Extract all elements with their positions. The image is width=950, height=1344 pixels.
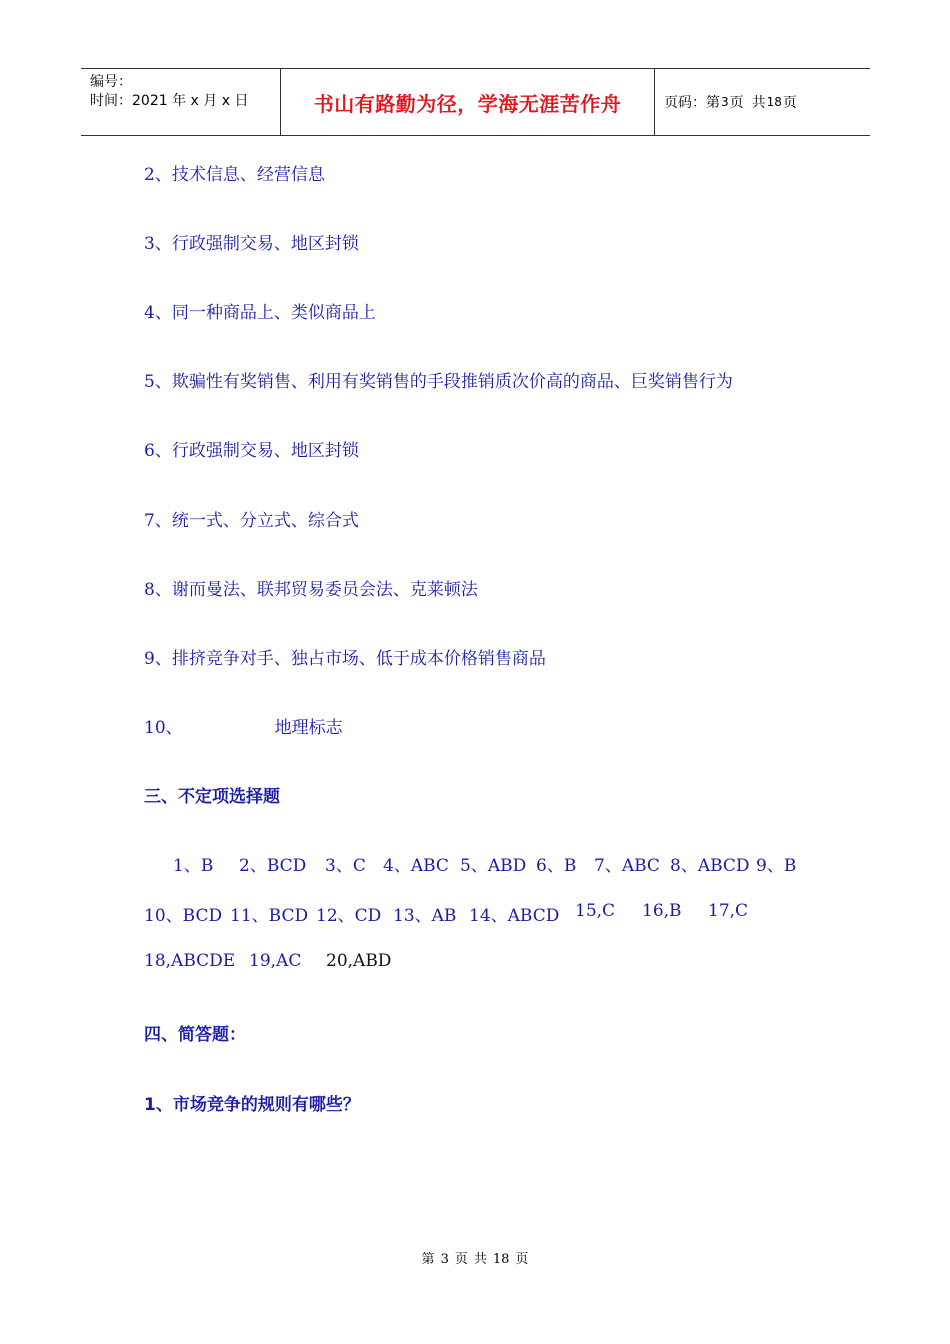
answer-line-2: 2、技术信息、经营信息	[144, 165, 325, 185]
answer-item: 11、BCD	[230, 906, 309, 926]
answer-item: 5、ABD	[460, 856, 527, 876]
answer-item: 7、ABC	[594, 856, 660, 876]
answer-item: 9、B	[756, 856, 797, 876]
page-footer	[0, 1248, 950, 1267]
answer-line-10-text: 地理标志	[274, 718, 343, 738]
footer-unit: 页	[454, 1252, 468, 1267]
answer-line-10-num: 10、	[144, 718, 183, 738]
page-total-prefix: 共	[751, 95, 766, 111]
serial-label: 编号：	[90, 74, 132, 90]
section-4-title: 四、简答题：	[144, 1025, 246, 1045]
answer-item: 10、BCD	[144, 906, 223, 926]
question-1: 1、市场竞争的规则有哪些？	[144, 1095, 360, 1115]
answer-item: 4、ABC	[383, 856, 449, 876]
footer-total: 18	[492, 1252, 510, 1267]
time-label: 时间：2021 年 x 月 x 日	[90, 93, 249, 109]
answer-line-4: 4、同一种商品上、类似商品上	[144, 303, 376, 323]
page-total: 18	[766, 95, 782, 109]
answer-line-5: 5、欺骗性有奖销售、利用有奖销售的手段推销质次价高的商品、巨奖销售行为	[144, 372, 733, 392]
answer-line-8: 8、谢而曼法、联邦贸易委员会法、克莱顿法	[144, 580, 478, 600]
footer-current: 3	[440, 1252, 449, 1267]
answer-item: 2、BCD	[239, 856, 307, 876]
header-meta	[81, 69, 281, 135]
answer-line-3: 3、行政强制交易、地区封锁	[144, 234, 359, 254]
footer-total-unit: 页	[515, 1252, 529, 1267]
answer-item: 19,AC	[249, 951, 302, 971]
answer-item: 1、B	[173, 856, 214, 876]
footer-prefix: 第	[421, 1252, 435, 1267]
answer-item: 13、AB	[393, 906, 457, 926]
answer-item: 20,ABD	[326, 951, 392, 971]
answer-item: 16,B	[642, 901, 682, 921]
answer-item: 14、ABCD	[469, 906, 560, 926]
answer-item: 15,C	[575, 901, 616, 921]
header-page-info	[655, 69, 870, 135]
page-unit: 页	[729, 95, 744, 111]
answer-line-7: 7、统一式、分立式、综合式	[144, 511, 359, 531]
header-motto: 书山有路勤为径，学海无涯苦作舟	[281, 69, 655, 135]
answer-item: 6、B	[536, 856, 577, 876]
answer-item: 8、ABCD	[670, 856, 750, 876]
section-3-title: 三、不定项选择题	[144, 787, 280, 807]
answer-line-6: 6、行政强制交易、地区封锁	[144, 441, 359, 461]
page-current: 3	[721, 95, 729, 109]
footer-total-prefix: 共	[473, 1252, 487, 1267]
answer-item: 17,C	[708, 901, 749, 921]
answer-item: 3、C	[325, 856, 366, 876]
answer-item: 18,ABCDE	[144, 951, 236, 971]
answer-item: 12、CD	[316, 906, 382, 926]
page-prefix: 页码：第	[664, 95, 720, 111]
answer-line-9: 9、排挤竞争对手、独占市场、低于成本价格销售商品	[144, 649, 546, 669]
page-header	[81, 68, 870, 136]
page-total-unit: 页	[782, 95, 797, 111]
answer-line-10	[144, 713, 343, 738]
